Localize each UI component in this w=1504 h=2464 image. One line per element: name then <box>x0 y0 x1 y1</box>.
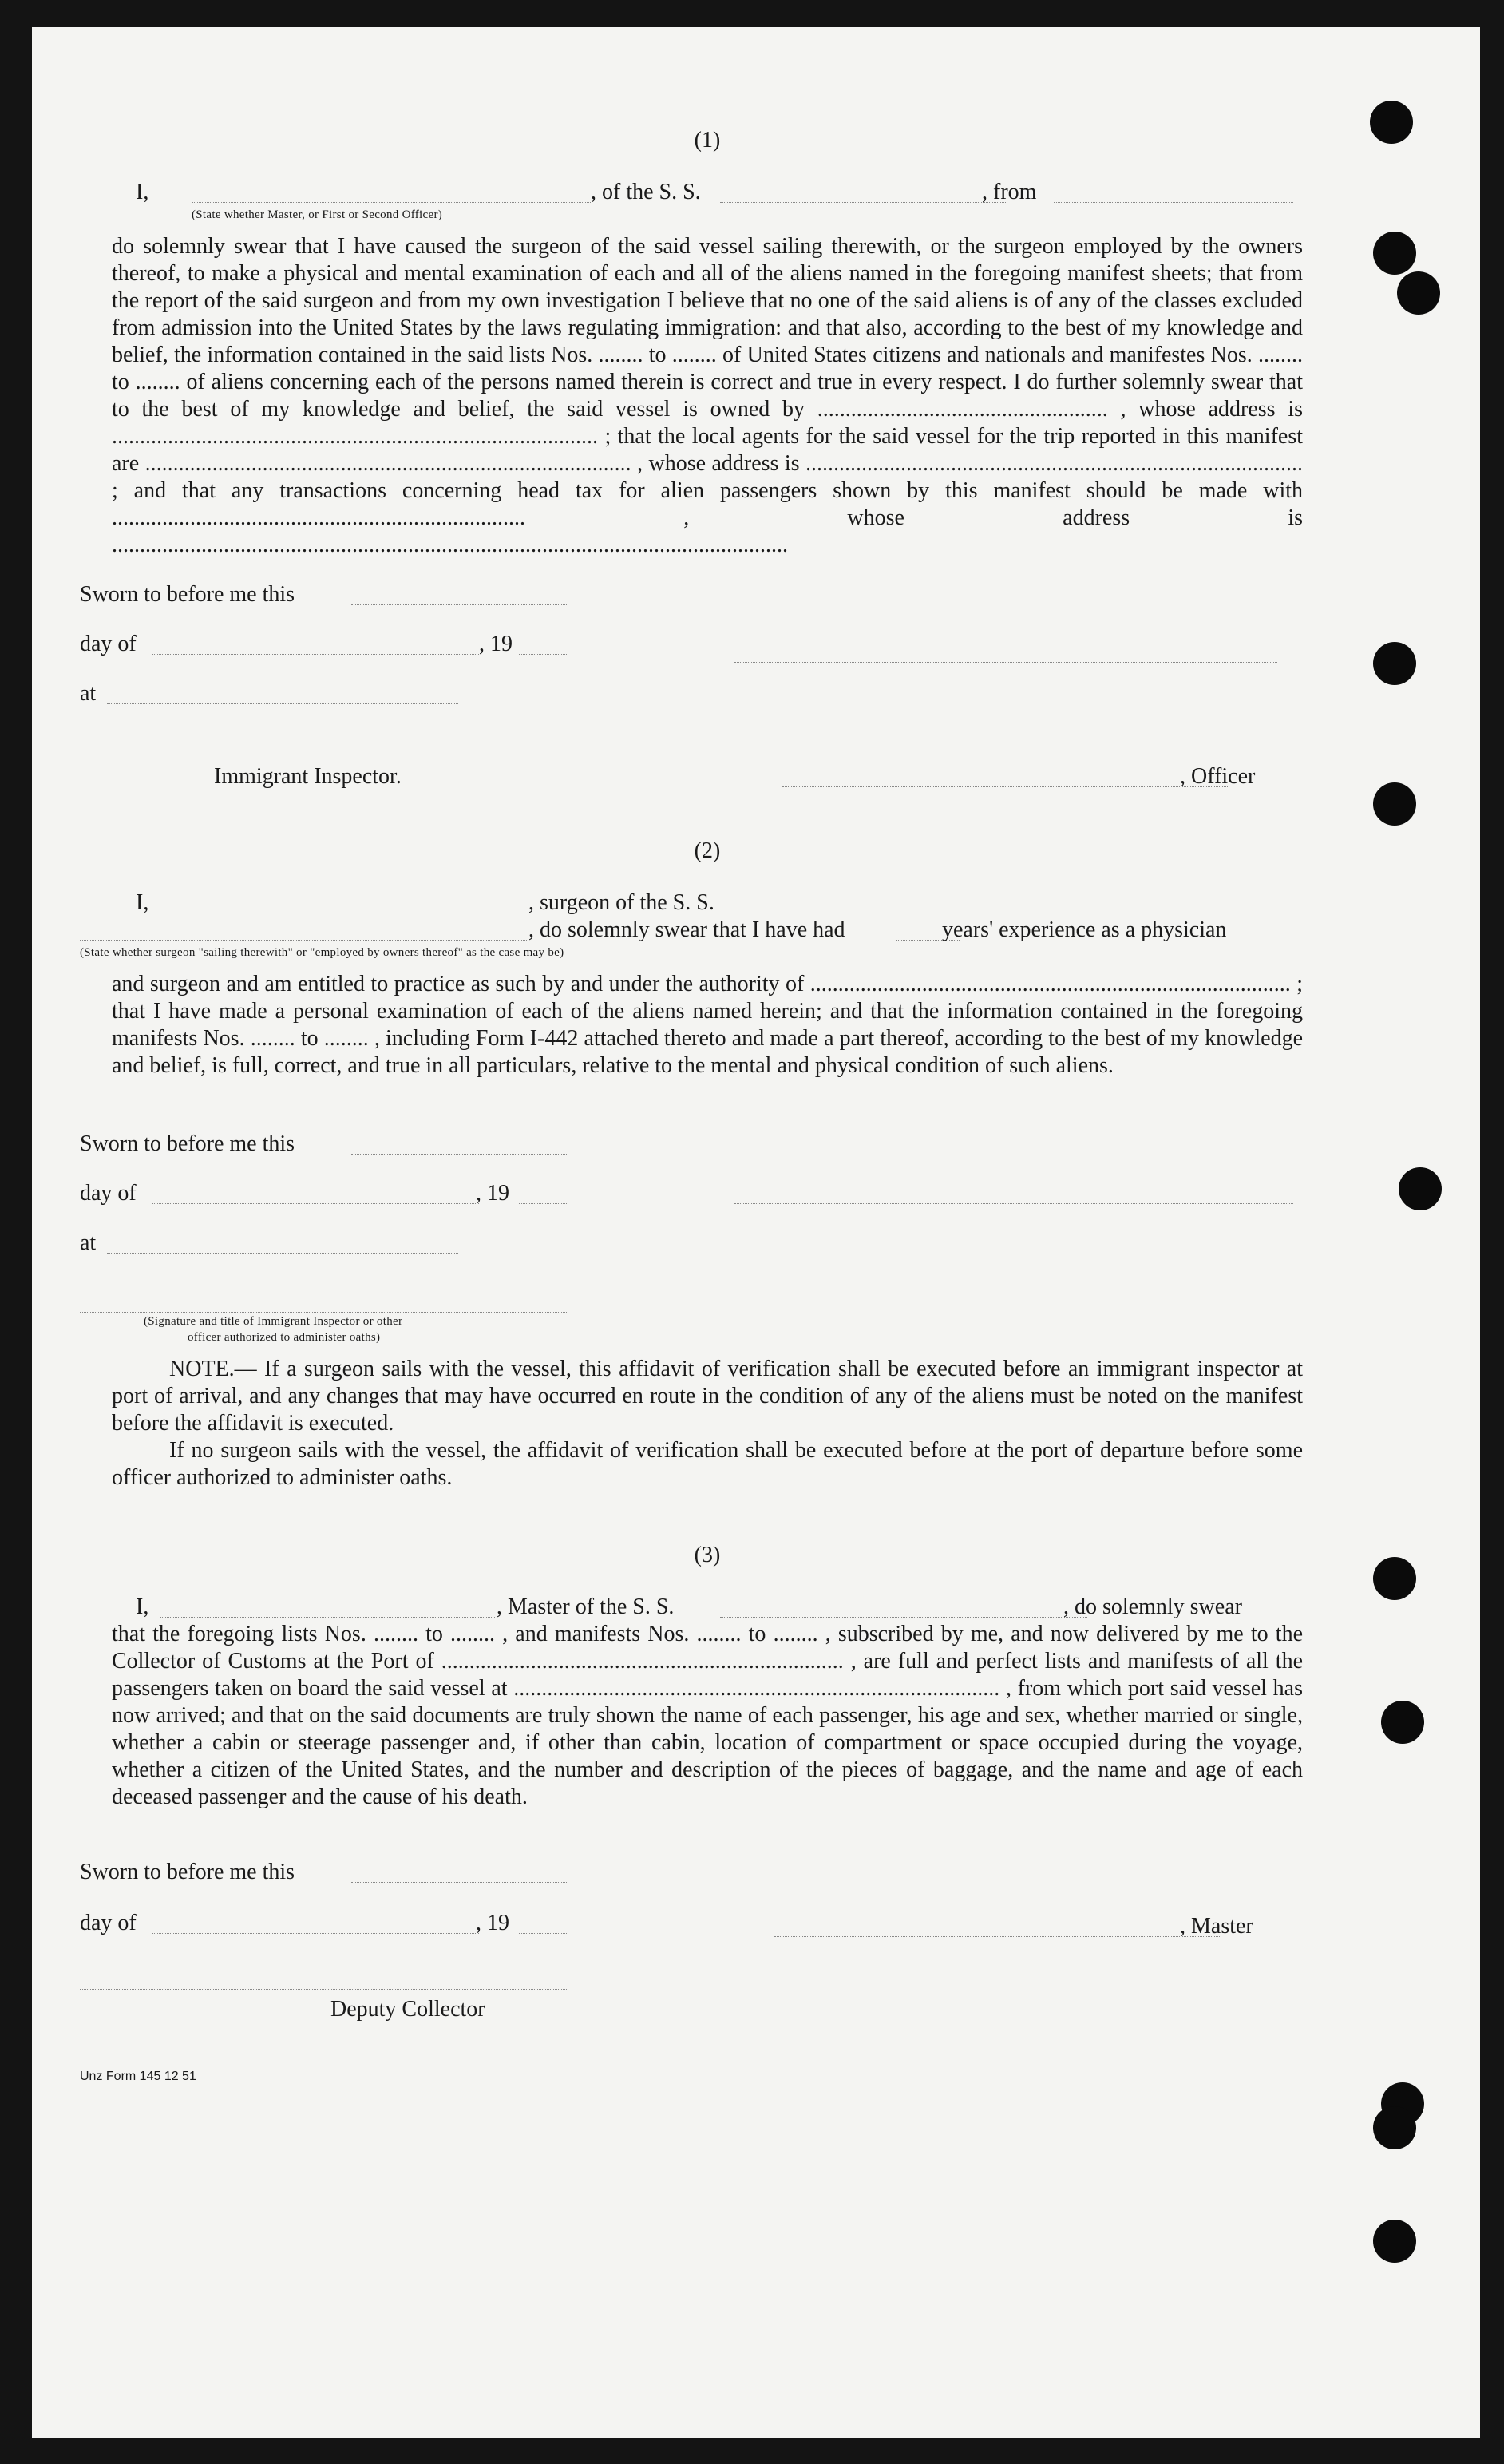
s2-sig-note-1: (Signature and title of Immigrant Inspector or other <box>144 1315 403 1328</box>
s1-from-field[interactable] <box>1054 201 1293 203</box>
s1-i: I, <box>136 180 149 204</box>
s1-officer-name-field[interactable] <box>192 201 591 203</box>
binder-hole <box>1397 271 1440 315</box>
s2-month-field[interactable] <box>152 1202 479 1204</box>
s2-capacity-field[interactable] <box>80 939 527 941</box>
s2-swear: , do solemnly swear that I have had <box>528 917 845 942</box>
binder-hole <box>1373 2220 1416 2263</box>
s2-at-field[interactable] <box>107 1252 458 1254</box>
s3-master-of: , Master of the S. S. <box>497 1594 675 1619</box>
s3-sworn: Sworn to before me this <box>80 1860 295 1884</box>
s2-year-field[interactable] <box>519 1202 567 1204</box>
s3-body: that the foregoing lists Nos. ........ to ........ , and manifests Nos. ........ to ........ , subscribed by me, and now delivered by me to the Collector of Customs at the Port of ........................................................................ , are full and perfect lists and manifests of all the passengers taken on board the said vessel at ....................................................................................... , from which port said vessel has now arrived; and that on the said documents are truly shown the name of each passenger, his age and sex, whether married or single, whether a cabin or steerage passenger and, if other than cabin, location of compartment or space occupied during the voyage, whether a citizen of the United States, and the number and description of the pieces of baggage, and the name and age of each deceased passenger and the cause of his death. <box>112 1622 1303 1809</box>
binder-hole <box>1399 1167 1442 1210</box>
binder-hole <box>1373 1557 1416 1600</box>
binder-hole <box>1370 101 1413 144</box>
s1-officer-note: (State whether Master, or First or Second Officer) <box>192 208 443 221</box>
binder-hole <box>1373 2106 1416 2149</box>
s3-deputy: Deputy Collector <box>330 1997 485 2022</box>
s1-from: , from <box>982 180 1037 204</box>
s2-vessel-field[interactable] <box>754 912 1293 913</box>
s3-sworn-date-field[interactable] <box>351 1881 567 1883</box>
s1-year-field[interactable] <box>519 653 567 655</box>
s2-dayof: day of <box>80 1181 137 1206</box>
section-2-number: (2) <box>694 838 721 863</box>
s2-at: at <box>80 1230 97 1255</box>
s1-month-field[interactable] <box>152 653 479 655</box>
s1-body: do solemnly swear that I have caused the surgeon of the said vessel sailing therewith, or the surgeon employed by the owners thereof, to make a physical and mental examination of each and all of the aliens named in the foregoing manifest sheets; that from the report of the said surgeon and from my own investigation I believe that no one of the said aliens is of any of the classes excluded from admission into the United States by the laws regulating immigration: and that also, according to the best of my knowledge and belief, the information contained in the said lists Nos. ........ to ........ of United States citizens and nationals and manifestes Nos. ........ to ........ of aliens concerning each of the persons named therein is correct and true in every respect. I do further solemnly swear that to the best of my knowledge and belief, the said vessel is owned by .................................................... , whose address is ....................................................................................... ; that the local agents for the said vessel for the trip reported in this manifest are ....................................................................................... , whose address is ......................................................................................... ; and that any transactions concerning head tax for alien passengers shown by this manifest should be made with .......................................................................... , whose address is ......................................................................................................................... <box>112 234 1303 557</box>
s3-dayof: day of <box>80 1911 137 1935</box>
s1-inspector: Immigrant Inspector. <box>214 764 402 789</box>
s2-i: I, <box>136 890 149 915</box>
s3-vessel-field[interactable] <box>720 1616 1087 1618</box>
s3-month-field[interactable] <box>152 1932 479 1934</box>
s3-i: I, <box>136 1594 149 1619</box>
s2-years: years' experience as a physician <box>942 917 1227 942</box>
s1-year: , 19 <box>479 632 513 656</box>
s1-vessel-field[interactable] <box>720 201 1007 203</box>
s2-body: and surgeon and am entitled to practice as such by and under the authority of ...................................................................................... ; that I have made a personal examination of each of the aliens named herein; and that the information contained in the foregoing manifests Nos. ........ to ........ , including Form I-442 attached thereto and made a part thereof, according to the best of my knowledge and belief, is full, correct, and true in all particulars, relative to the mental and physical condition of such aliens. <box>112 972 1303 1078</box>
s1-at: at <box>80 681 97 706</box>
s1-signature-line[interactable] <box>734 661 1277 663</box>
binder-hole <box>1373 782 1416 826</box>
s1-at-field[interactable] <box>107 703 458 704</box>
form-page <box>32 27 1480 2438</box>
s1-of-ss: , of the S. S. <box>591 180 701 204</box>
s2-surgeon: , surgeon of the S. S. <box>528 890 714 915</box>
section-1-number: (1) <box>694 128 721 153</box>
s2-sworn-date-field[interactable] <box>351 1153 567 1155</box>
s3-deputy-sig-line[interactable] <box>80 1988 567 1990</box>
s2-inspector-sig-line[interactable] <box>80 1311 567 1313</box>
s3-year: , 19 <box>476 1911 509 1935</box>
s3-master-name-field[interactable] <box>160 1616 495 1618</box>
section-3-number: (3) <box>694 1543 721 1567</box>
s1-sworn-date-field[interactable] <box>351 604 567 605</box>
s2-surgeon-note: (State whether surgeon "sailing therewith" or "employed by owners thereof" as the case may be) <box>80 946 564 959</box>
s2-signature-line[interactable] <box>734 1202 1293 1204</box>
s1-dayof: day of <box>80 632 137 656</box>
s2-year: , 19 <box>476 1181 509 1206</box>
binder-hole <box>1373 642 1416 685</box>
form-footer: Unz Form 145 12 51 <box>80 2070 196 2083</box>
binder-hole <box>1381 1701 1424 1744</box>
s2-note-1: NOTE.— If a surgeon sails with the vessel, this affidavit of verification shall be executed before an immigrant inspector at port of arrival, and any changes that may have occurred en route in the condition of any of the aliens must be noted on the manifest before the affidavit is executed. <box>112 1357 1303 1436</box>
s1-officer-sig-line[interactable] <box>782 786 1229 787</box>
binder-hole <box>1373 232 1416 275</box>
s3-master-sig-line[interactable] <box>774 1935 1221 1937</box>
s3-master: , Master <box>1180 1914 1253 1939</box>
s1-officer: , Officer <box>1180 764 1256 789</box>
s2-sig-note-2: officer authorized to administer oaths) <box>188 1331 381 1344</box>
s3-swear: , do solemnly swear <box>1063 1594 1242 1619</box>
s2-note-2: If no surgeon sails with the vessel, the affidavit of verification shall be executed before at the port of departure before some officer authorized to administer oaths. <box>112 1438 1303 1490</box>
s1-sworn: Sworn to before me this <box>80 582 295 607</box>
s3-year-field[interactable] <box>519 1932 567 1934</box>
s2-surgeon-name-field[interactable] <box>160 912 527 913</box>
s2-sworn: Sworn to before me this <box>80 1131 295 1156</box>
